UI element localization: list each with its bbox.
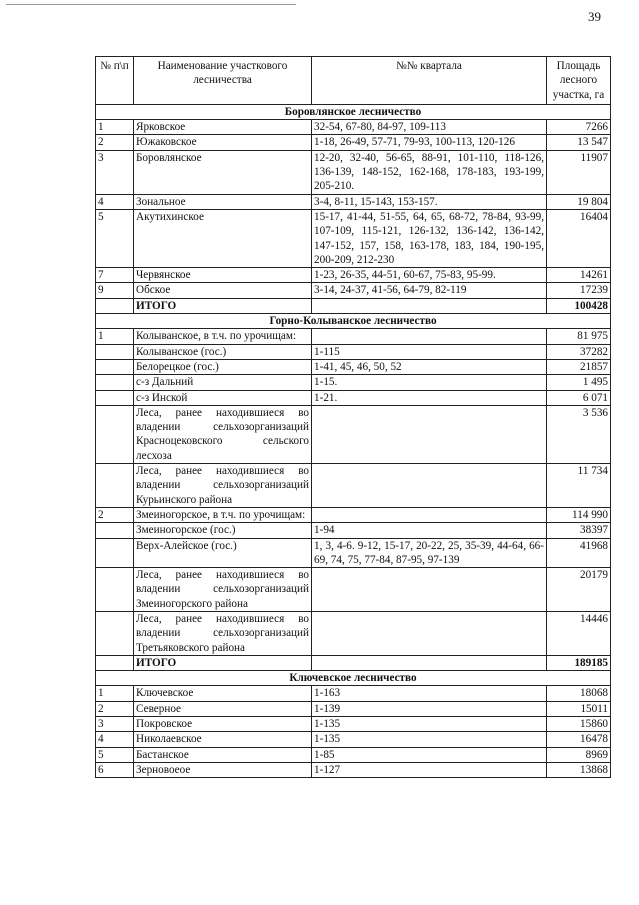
table-row [96,359,611,374]
cell-name: Леса, ранее находившиеся во владении сельхозорганизаций Красноцековского сельского лесхоза [134,405,312,463]
cell-number: 4 [96,194,134,209]
cell-name: Червянское [134,268,312,283]
cell-number: 7 [96,268,134,283]
table-row [96,611,611,655]
table-row [96,507,611,522]
cell-area: 38397 [547,523,611,538]
cell-area: 15011 [547,701,611,716]
cell-number [96,359,134,374]
cell-kvartal: 1-163 [312,686,547,701]
table-row [96,283,611,298]
cell-number: 5 [96,747,134,762]
cell-number [96,538,134,568]
cell-area: 1 495 [547,375,611,390]
table-row [96,762,611,777]
section-header-row [96,671,611,686]
cell-kvartal: 1, 3, 4-6. 9-12, 15-17, 20-22, 25, 35-39, 44-64, 66-69, 74, 75, 77-84, 87-95, 97-139 [312,538,547,568]
cell-kvartal: 15-17, 41-44, 51-55, 64, 65, 68-72, 78-84, 93-99, 107-109, 115-121, 126-132, 136-142, 136-142, 147-152, 157, 158, 163-178, 183, 184, 190-195, 200-209, 212-230 [312,209,547,267]
cell-area: 13868 [547,762,611,777]
cell-number: 9 [96,283,134,298]
table-body [96,104,611,777]
header-num: № п\п [96,57,134,105]
cell-area: 7266 [547,120,611,135]
cell-kvartal [312,405,547,463]
cell-name: Змеиногорское (гос.) [134,523,312,538]
cell-kvartal [312,329,547,344]
cell-name: Змеиногорское, в т.ч. по урочищам: [134,507,312,522]
cell-kvartal [312,655,547,670]
cell-number: 1 [96,686,134,701]
table-row [96,120,611,135]
table-row [96,568,611,612]
cell-area: 14261 [547,268,611,283]
cell-area: 37282 [547,344,611,359]
table-row [96,747,611,762]
cell-name: Леса, ранее находившиеся во владении сельхозорганизаций Третьяковского района [134,611,312,655]
cell-name: Покровское [134,717,312,732]
cell-area: 16404 [547,209,611,267]
table-row [96,268,611,283]
cell-area: 100428 [547,298,611,313]
cell-number [96,298,134,313]
cell-kvartal [312,507,547,522]
cell-area: 3 536 [547,405,611,463]
cell-number: 3 [96,150,134,194]
cell-kvartal: 1-94 [312,523,547,538]
cell-kvartal: 1-135 [312,732,547,747]
cell-kvartal: 1-115 [312,344,547,359]
section-header-row [96,314,611,329]
table-row [96,344,611,359]
table-row [96,523,611,538]
cell-area: 8969 [547,747,611,762]
cell-kvartal [312,611,547,655]
cell-number: 2 [96,135,134,150]
total-row [96,298,611,313]
table-row [96,150,611,194]
cell-area: 6 071 [547,390,611,405]
table-row [96,194,611,209]
cell-name: Акутихинское [134,209,312,267]
cell-kvartal: 3-4, 8-11, 15-143, 153-157. [312,194,547,209]
cell-number [96,405,134,463]
cell-area: 14446 [547,611,611,655]
cell-kvartal: 1-15. [312,375,547,390]
cell-number: 1 [96,120,134,135]
table-row [96,135,611,150]
section-header-row [96,104,611,119]
cell-number [96,568,134,612]
cell-area: 189185 [547,655,611,670]
cell-name: Северное [134,701,312,716]
cell-kvartal: 1-127 [312,762,547,777]
cell-number [96,655,134,670]
cell-name: Белорецкое (гос.) [134,359,312,374]
cell-kvartal [312,298,547,313]
cell-kvartal: 32-54, 67-80, 84-97, 109-113 [312,120,547,135]
table-row [96,464,611,508]
table-row [96,686,611,701]
header-area: Площадь лесного участка, га [547,57,611,105]
cell-area: 16478 [547,732,611,747]
cell-area: 11 734 [547,464,611,508]
table-row [96,375,611,390]
cell-name: Обское [134,283,312,298]
cell-kvartal: 1-18, 26-49, 57-71, 79-93, 100-113, 120-126 [312,135,547,150]
table-row [96,732,611,747]
cell-number [96,344,134,359]
table-row [96,390,611,405]
cell-area: 13 547 [547,135,611,150]
cell-area: 21857 [547,359,611,374]
cell-name: Ярковское [134,120,312,135]
cell-name: ИТОГО [134,655,312,670]
table-row [96,329,611,344]
cell-name: Бастанское [134,747,312,762]
cell-number: 2 [96,701,134,716]
cell-kvartal: 1-135 [312,717,547,732]
section-title: Ключевское лесничество [96,671,611,686]
cell-kvartal: 1-21. [312,390,547,405]
cell-name: с-з Дальний [134,375,312,390]
cell-kvartal: 1-85 [312,747,547,762]
cell-number: 6 [96,762,134,777]
forestry-table [95,56,611,778]
table-row [96,701,611,716]
cell-area: 20179 [547,568,611,612]
section-title: Горно-Колыванское лесничество [96,314,611,329]
table-row [96,209,611,267]
header-kvartal: №№ квартала [312,57,547,105]
cell-name: Николаевское [134,732,312,747]
cell-kvartal [312,568,547,612]
cell-name: Южаковское [134,135,312,150]
cell-name: Леса, ранее находившиеся во владении сельхозорганизаций Змеиногорского района [134,568,312,612]
cell-name: с-з Инской [134,390,312,405]
top-rule [6,4,296,5]
cell-number [96,390,134,405]
cell-kvartal: 1-23, 26-35, 44-51, 60-67, 75-83, 95-99. [312,268,547,283]
cell-kvartal: 1-41, 45, 46, 50, 52 [312,359,547,374]
cell-number: 4 [96,732,134,747]
header-name: Наименование участкового лесничества [134,57,312,105]
cell-area: 81 975 [547,329,611,344]
cell-kvartal: 1-139 [312,701,547,716]
cell-number [96,611,134,655]
cell-name: ИТОГО [134,298,312,313]
total-row [96,655,611,670]
cell-kvartal: 12-20, 32-40, 56-65, 88-91, 101-110, 118-126, 136-139, 148-152, 162-168, 178-183, 193-199, 205-210. [312,150,547,194]
cell-area: 17239 [547,283,611,298]
cell-number: 3 [96,717,134,732]
cell-name: Колыванское, в т.ч. по урочищам: [134,329,312,344]
table-row [96,405,611,463]
cell-name: Боровлянское [134,150,312,194]
cell-number [96,464,134,508]
section-title: Боровлянское лесничество [96,104,611,119]
cell-area: 11907 [547,150,611,194]
cell-name: Зерновоеое [134,762,312,777]
cell-area: 114 990 [547,507,611,522]
cell-area: 41968 [547,538,611,568]
cell-number [96,523,134,538]
cell-name: Леса, ранее находившиеся во владении сельхозорганизаций Курьинского района [134,464,312,508]
cell-name: Колыванское (гос.) [134,344,312,359]
table-header-row [96,57,611,105]
cell-name: Верх-Алейское (гос.) [134,538,312,568]
cell-area: 18068 [547,686,611,701]
table-row [96,717,611,732]
cell-number: 2 [96,507,134,522]
cell-name: Зональное [134,194,312,209]
cell-number: 5 [96,209,134,267]
page-number: 39 [588,9,601,24]
cell-kvartal [312,464,547,508]
cell-name: Ключевское [134,686,312,701]
cell-number [96,375,134,390]
table-row [96,538,611,568]
cell-number: 1 [96,329,134,344]
cell-area: 19 804 [547,194,611,209]
cell-kvartal: 3-14, 24-37, 41-56, 64-79, 82-119 [312,283,547,298]
cell-area: 15860 [547,717,611,732]
